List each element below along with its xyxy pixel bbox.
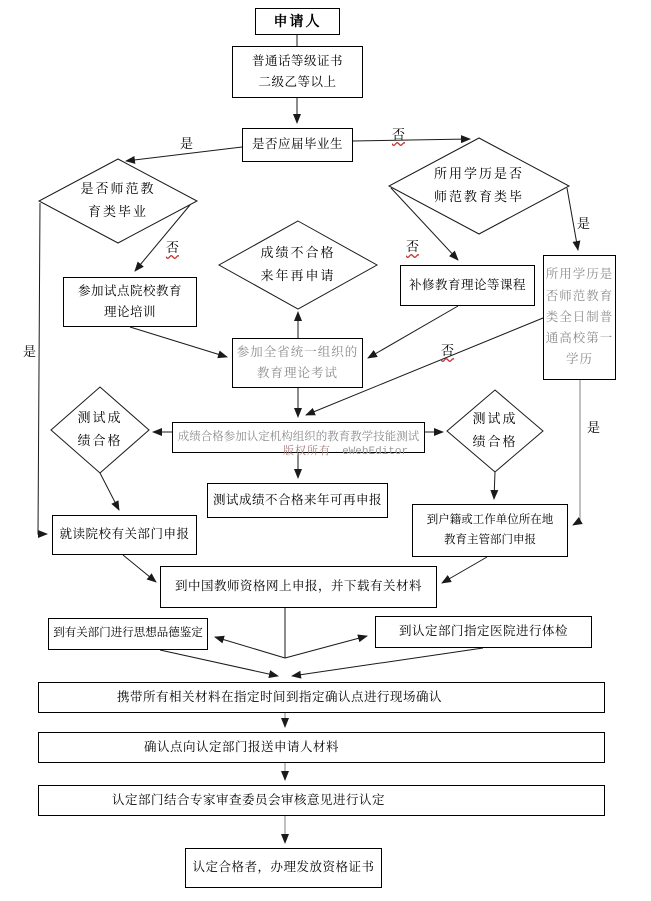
diamond-normal-graduate-text: 是否师范教 <box>80 181 156 197</box>
diamond-score-fail-text: 成绩不合格 <box>260 245 336 261</box>
box-pilot-training-text: 理论培训 <box>103 305 156 319</box>
diamond-test-pass-left <box>51 387 149 473</box>
box-degree-fulltime <box>543 255 616 380</box>
box-residence-apply-text: 到户籍或工作单位所在地 <box>426 513 554 526</box>
edge-moral-to-onsite <box>160 650 278 676</box>
edge-degreebox-yes-to-residence <box>573 380 580 525</box>
label-no-degree-box: 否 <box>441 343 455 358</box>
label-yes-right-diamond: 是 <box>577 216 591 231</box>
box-submit-materials <box>38 732 605 763</box>
box-degree-fulltime-text: 类全日制普 <box>545 309 614 324</box>
box-pilot-training <box>63 277 197 327</box>
box-online-apply-text: 到中国教师资格网上申报，并下载有关材料 <box>174 579 422 594</box>
diamond-test-pass-left-text: 绩合格 <box>77 433 123 448</box>
box-residence-apply <box>412 504 568 557</box>
box-degree-fulltime-text: 通高校第一 <box>545 331 614 346</box>
box-mandarin-certificate-text: 二级乙等以上 <box>258 75 337 89</box>
label-yes-degree-line: 是 <box>587 420 601 435</box>
watermark-editor-name: eWebEditor <box>342 446 409 458</box>
box-unified-exam <box>232 338 363 388</box>
box-unified-exam-text: 教育理论考试 <box>256 366 338 380</box>
box-applicant-text: 申请人 <box>273 12 322 29</box>
edge-training-to-exam <box>130 327 227 357</box>
watermark-copyright-text: 版权所有 <box>283 445 331 457</box>
box-unified-exam-text: 参加全省统一组织的 <box>236 344 359 359</box>
diamond-normal-graduate <box>39 159 197 243</box>
box-online-apply <box>160 566 437 608</box>
edge-split-to-moral <box>215 637 285 658</box>
box-supplement-courses-text: 补修教育理论等课程 <box>408 277 526 292</box>
label-yes-top-left: 是 <box>180 136 194 151</box>
diamond-test-pass-left-text: 测试成 <box>77 410 123 426</box>
diamond-test-pass-right <box>447 390 543 472</box>
box-test-fail-reapply-text: 测试成绩不合格来年可再申报 <box>212 492 382 507</box>
edge-leftdiamond-yes-to-college <box>38 203 47 534</box>
box-physical-exam-text: 到认定部门指定医院进行体检 <box>398 624 568 639</box>
box-moral-assessment-text: 到有关部门进行思想品德鉴定 <box>53 627 203 640</box>
diamond-test-pass-right-text: 测试成 <box>472 411 518 427</box>
box-physical-exam <box>375 616 592 648</box>
box-submit-materials-text: 确认点向认定部门报送申请人材料 <box>144 739 340 754</box>
edge-residence-to-online <box>442 557 487 583</box>
box-mandarin-certificate <box>232 46 363 98</box>
diamond-score-fail-text: 来年再申请 <box>260 268 336 283</box>
diamond-degree-normal-text: 所用学历是否 <box>433 166 524 182</box>
box-test-fail-reapply <box>207 483 388 518</box>
diamond-score-fail <box>219 221 377 309</box>
box-fresh-graduate-text: 是否应届毕业生 <box>251 137 343 152</box>
box-supplement-courses <box>400 265 535 306</box>
box-college-apply <box>52 515 197 555</box>
box-college-apply-text: 就读院校有关部门申报 <box>59 527 190 542</box>
box-moral-assessment <box>48 618 208 650</box>
edge-leftpass-to-college <box>100 473 119 510</box>
diamond-test-pass-right-text: 绩合格 <box>472 434 518 449</box>
diamond-degree-normal <box>389 138 569 234</box>
box-issue-certificate-text: 认定合格者，办理发放资格证书 <box>192 860 375 875</box>
box-residence-apply-text: 教育主管部门申报 <box>444 533 536 546</box>
box-onsite-confirmation-text: 携带所有相关材料在指定时间到指定确认点进行现场确认 <box>117 689 443 704</box>
edge-physical-to-onsite <box>292 648 483 676</box>
box-pilot-training-text: 参加试点院校教育 <box>77 283 182 298</box>
box-degree-fulltime-text: 学历 <box>565 352 593 367</box>
watermark-ewebeditor <box>283 442 408 458</box>
box-final-determination <box>38 785 605 816</box>
box-issue-certificate <box>185 848 382 888</box>
edge-college-to-online <box>123 555 156 582</box>
diamond-normal-graduate-text: 育类毕业 <box>87 204 148 219</box>
box-degree-fulltime-text: 否师范教育 <box>545 288 614 303</box>
label-yes-far-left: 是 <box>23 344 37 359</box>
box-mandarin-certificate-text: 普通话等级证书 <box>251 53 343 68</box>
edge-rightpass-to-residence <box>494 472 495 499</box>
box-final-determination-text: 认定部门结合专家审查委员会审核意见进行认定 <box>112 792 386 807</box>
diamond-degree-normal-text: 师范教育类毕 <box>433 189 524 204</box>
box-applicant <box>255 8 340 35</box>
label-no-right-diamond: 否 <box>406 239 420 254</box>
edge-split-to-physical <box>285 636 367 658</box>
box-skills-test-text: 成绩合格参加认定机构组织的教育教学技能测试 <box>177 430 420 443</box>
box-fresh-graduate <box>242 128 353 162</box>
box-onsite-confirmation <box>38 682 605 713</box>
label-no-left-diamond: 否 <box>166 240 180 255</box>
label-no-top-right: 否 <box>392 127 406 142</box>
box-degree-fulltime-text: 所用学历是 <box>545 267 614 282</box>
